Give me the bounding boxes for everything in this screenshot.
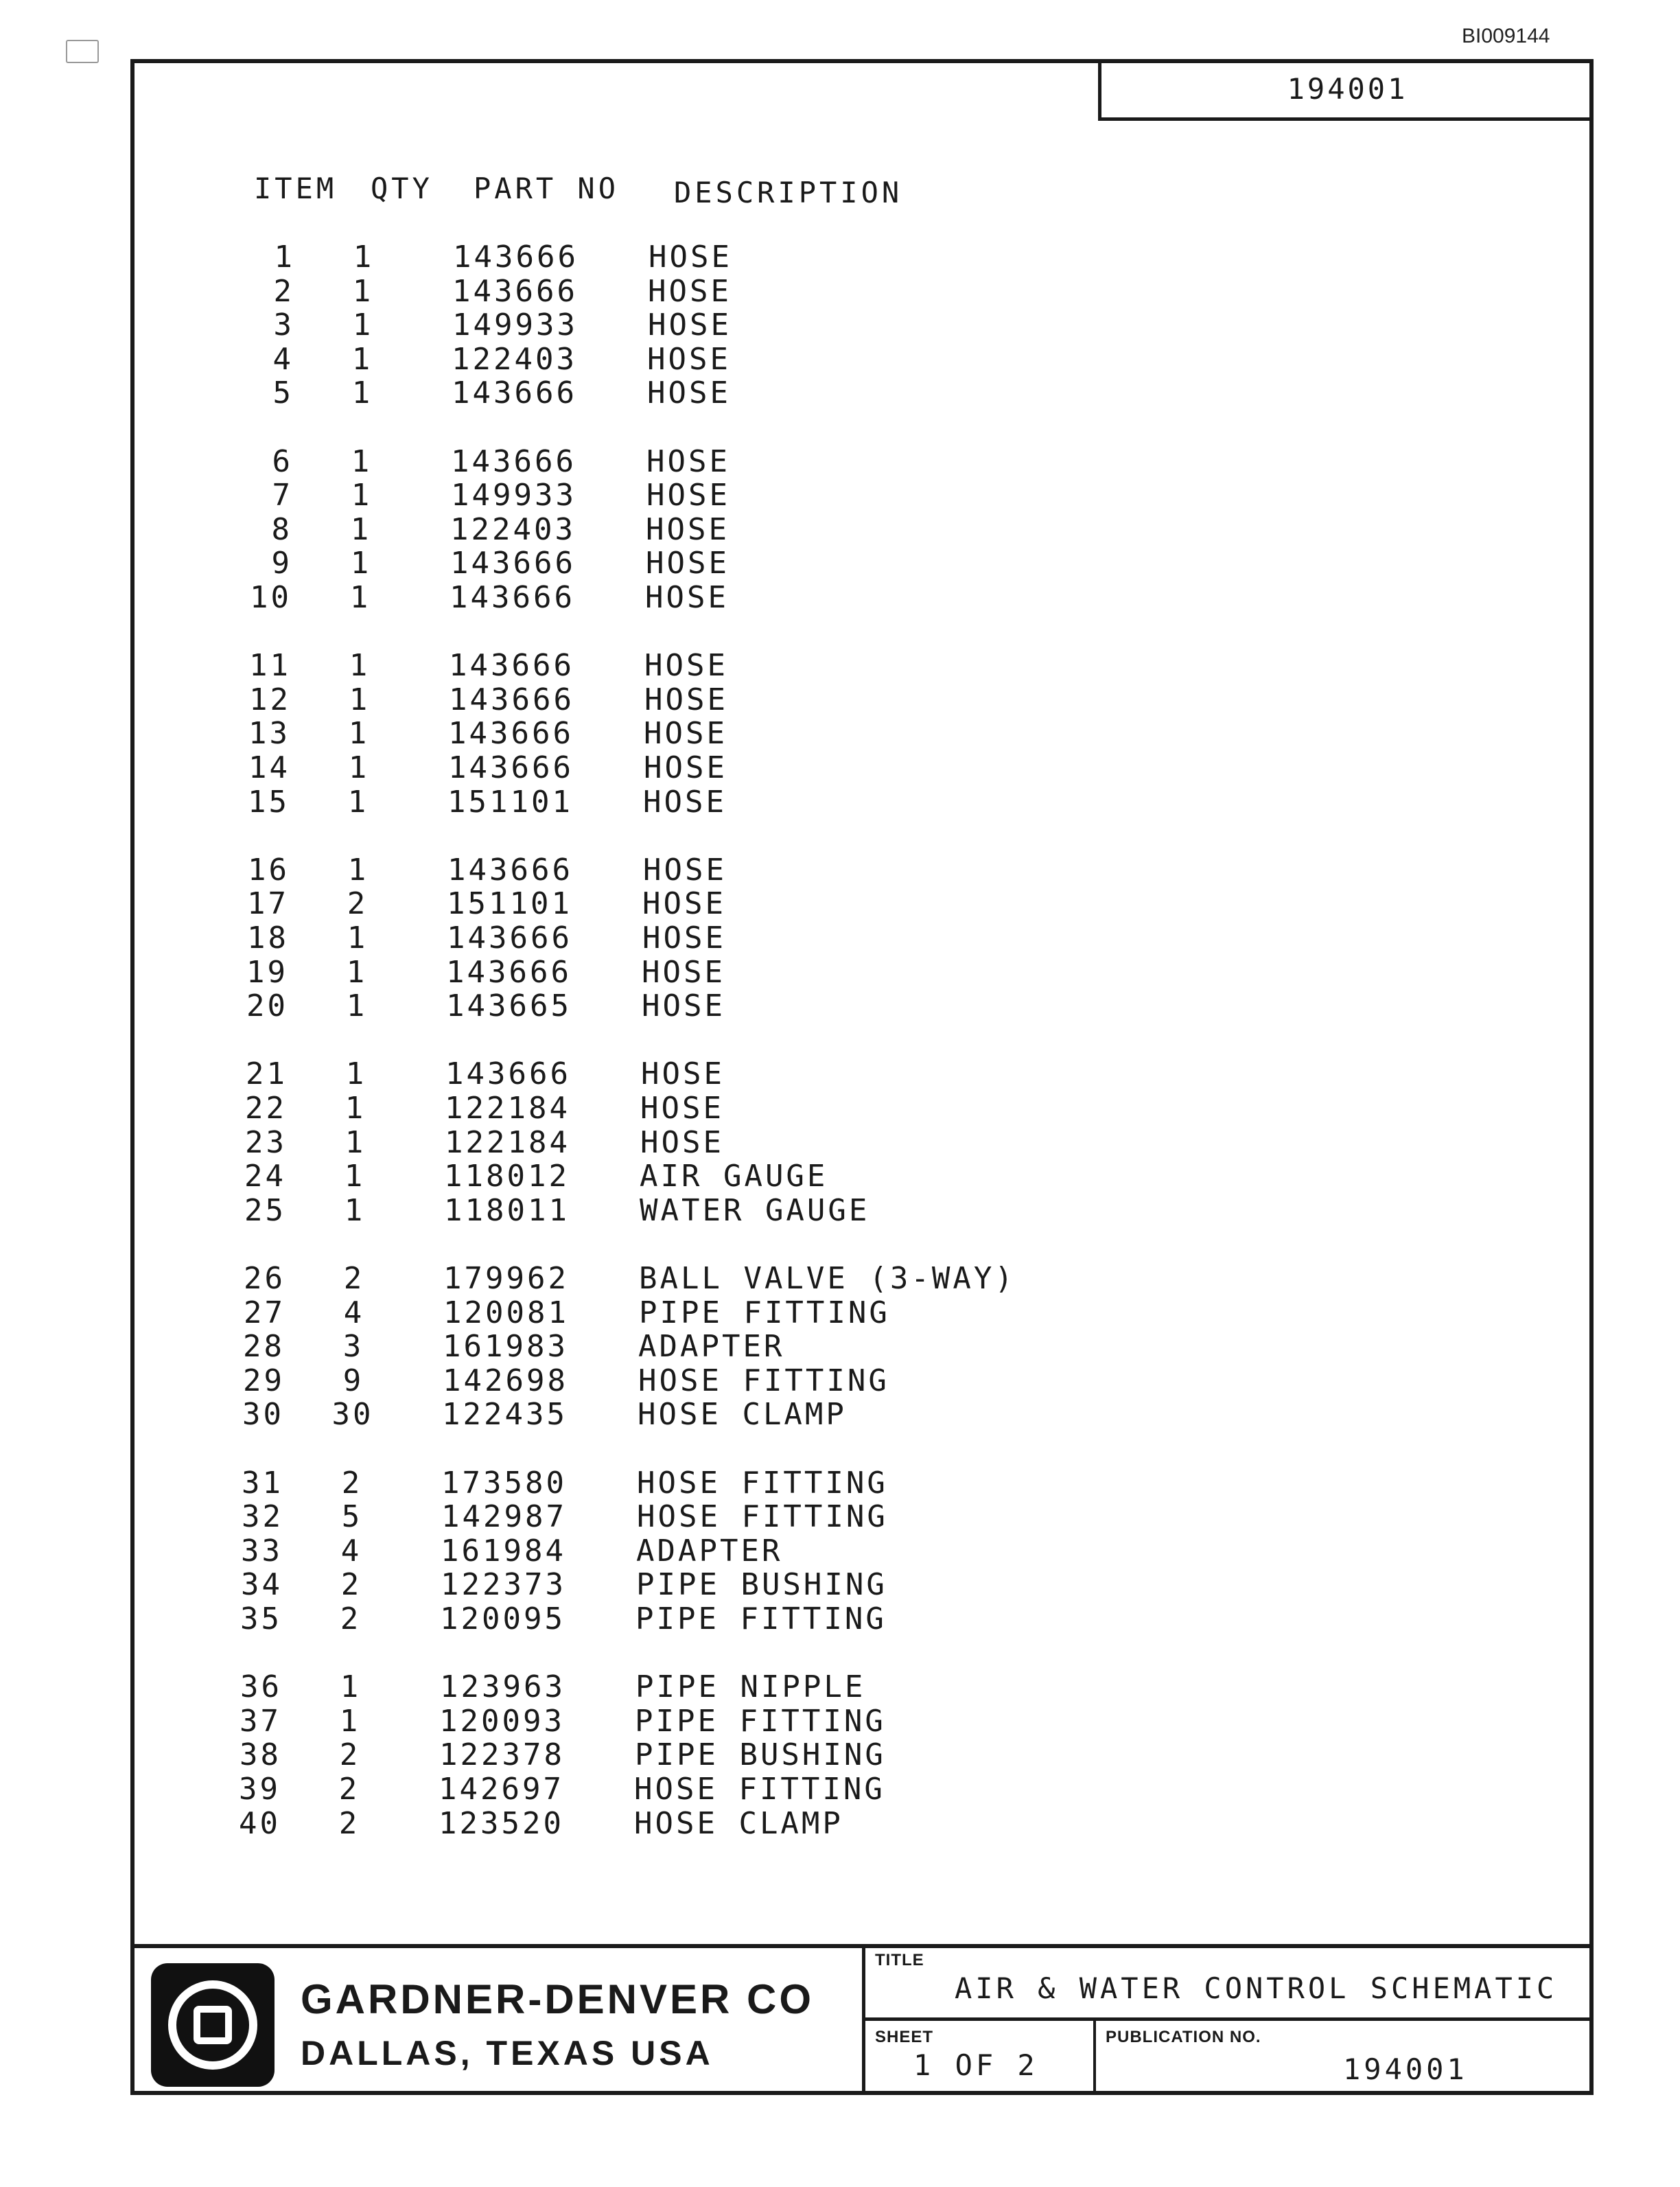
quantity: 1 bbox=[349, 682, 371, 717]
part-number: 161984 bbox=[441, 1533, 566, 1569]
part-number: 123520 bbox=[439, 1805, 564, 1841]
part-number: 143666 bbox=[450, 580, 575, 615]
part-number: 179962 bbox=[443, 1261, 569, 1296]
item-number: 8 bbox=[271, 511, 292, 547]
item-number: 10 bbox=[250, 580, 292, 615]
quantity: 1 bbox=[345, 1056, 367, 1092]
item-number: 15 bbox=[248, 784, 290, 820]
item-number: 28 bbox=[243, 1329, 285, 1365]
part-number: 173580 bbox=[441, 1465, 567, 1501]
quantity: 1 bbox=[350, 546, 372, 581]
description: PIPE BUSHING bbox=[636, 1567, 887, 1603]
description: HOSE bbox=[644, 648, 728, 684]
quantity: 2 bbox=[340, 1601, 362, 1636]
quantity: 1 bbox=[348, 750, 370, 785]
item-number: 6 bbox=[272, 443, 293, 479]
quantity: 1 bbox=[351, 341, 373, 377]
quantity: 1 bbox=[345, 1124, 366, 1160]
quantity: 1 bbox=[351, 375, 373, 411]
description: HOSE bbox=[647, 375, 731, 411]
sheet-label: SHEET bbox=[875, 2028, 934, 2046]
quantity: 1 bbox=[346, 988, 368, 1024]
description: HOSE bbox=[645, 580, 729, 615]
title-cell bbox=[865, 1944, 1594, 2021]
publication-label: PUBLICATION NO. bbox=[1106, 2028, 1261, 2046]
part-number: 151101 bbox=[447, 784, 573, 820]
description: AIR GAUGE bbox=[640, 1159, 828, 1194]
part-number: 143666 bbox=[452, 273, 578, 309]
sheet-cell bbox=[865, 2021, 1096, 2095]
item-number: 34 bbox=[241, 1567, 283, 1603]
item-number: 21 bbox=[246, 1056, 288, 1092]
part-number: 122378 bbox=[439, 1737, 565, 1773]
quantity: 1 bbox=[351, 443, 373, 479]
part-number: 122184 bbox=[445, 1124, 570, 1160]
description: HOSE bbox=[648, 308, 732, 343]
part-number: 123963 bbox=[440, 1669, 565, 1705]
description: PIPE BUSHING bbox=[635, 1737, 886, 1773]
company-name: GARDNER-DENVER CO bbox=[301, 1976, 815, 2022]
item-number: 22 bbox=[245, 1091, 287, 1126]
description: HOSE CLAMP bbox=[634, 1805, 843, 1841]
quantity: 2 bbox=[347, 886, 369, 922]
part-number: 142697 bbox=[439, 1772, 564, 1807]
part-number: 143666 bbox=[449, 648, 574, 684]
quantity: 3 bbox=[342, 1329, 364, 1365]
item-number: 9 bbox=[271, 546, 292, 581]
description: HOSE bbox=[647, 341, 731, 377]
item-number: 3 bbox=[273, 308, 294, 343]
quantity: 1 bbox=[347, 921, 369, 956]
part-number: 149933 bbox=[451, 478, 576, 513]
title-block bbox=[130, 1944, 1594, 2095]
description: HOSE bbox=[646, 511, 730, 547]
item-number: 14 bbox=[248, 750, 290, 785]
part-number: 149933 bbox=[452, 308, 578, 343]
description: HOSE bbox=[646, 478, 730, 513]
description: HOSE FITTING bbox=[634, 1772, 885, 1807]
part-number: 120095 bbox=[440, 1601, 565, 1636]
quantity: 4 bbox=[343, 1295, 365, 1330]
quantity: 2 bbox=[338, 1805, 360, 1841]
item-number: 27 bbox=[244, 1295, 285, 1330]
part-number: 143666 bbox=[448, 716, 574, 752]
part-number: 151101 bbox=[447, 886, 572, 922]
part-number: 161983 bbox=[443, 1329, 568, 1365]
column-header-part-no: PART NO bbox=[474, 172, 620, 205]
quantity: 2 bbox=[340, 1567, 362, 1603]
item-number: 40 bbox=[239, 1805, 281, 1841]
description: HOSE bbox=[644, 682, 728, 717]
quantity: 1 bbox=[347, 852, 369, 888]
quantity: 5 bbox=[341, 1499, 363, 1535]
description: BALL VALVE (3-WAY) bbox=[639, 1261, 1016, 1296]
item-number: 32 bbox=[242, 1499, 283, 1535]
part-number: 122403 bbox=[452, 341, 577, 377]
description: HOSE bbox=[640, 1124, 724, 1160]
description: HOSE bbox=[642, 954, 725, 990]
item-number: 2 bbox=[273, 273, 294, 309]
column-header-qty: QTY bbox=[371, 172, 433, 205]
item-number: 16 bbox=[248, 852, 290, 888]
scan-corner-mark bbox=[66, 40, 99, 63]
part-number: 118012 bbox=[444, 1159, 570, 1194]
part-number: 143666 bbox=[447, 852, 573, 888]
item-number: 12 bbox=[249, 682, 291, 717]
part-number: 143666 bbox=[447, 921, 572, 956]
item-number: 23 bbox=[245, 1124, 287, 1160]
column-header-item: ITEM bbox=[254, 172, 338, 205]
title-info bbox=[862, 1944, 1594, 2095]
item-number: 29 bbox=[243, 1363, 285, 1398]
description: HOSE bbox=[648, 273, 732, 309]
item-number: 38 bbox=[240, 1737, 281, 1773]
item-number: 36 bbox=[240, 1669, 282, 1705]
quantity: 1 bbox=[350, 511, 372, 547]
quantity: 9 bbox=[342, 1363, 364, 1398]
part-number: 120093 bbox=[439, 1703, 565, 1739]
quantity: 2 bbox=[338, 1772, 360, 1807]
part-number: 142698 bbox=[443, 1363, 568, 1398]
column-header-description: DESCRIPTION bbox=[674, 176, 903, 209]
description: PIPE FITTING bbox=[639, 1295, 890, 1330]
part-number: 143665 bbox=[446, 988, 572, 1024]
part-number: 143666 bbox=[451, 443, 576, 479]
item-number: 25 bbox=[244, 1192, 286, 1228]
description: HOSE bbox=[641, 1056, 725, 1092]
item-number: 37 bbox=[240, 1703, 281, 1739]
quantity: 1 bbox=[351, 478, 373, 513]
description: HOSE bbox=[649, 240, 732, 275]
item-number: 5 bbox=[272, 375, 294, 411]
description: HOSE bbox=[642, 921, 726, 956]
part-number: 143666 bbox=[452, 375, 577, 411]
part-number: 143666 bbox=[449, 682, 574, 717]
part-number: 143666 bbox=[450, 546, 576, 581]
description: PIPE NIPPLE bbox=[635, 1669, 866, 1705]
item-number: 17 bbox=[247, 886, 289, 922]
item-number: 35 bbox=[240, 1601, 282, 1636]
description: HOSE bbox=[642, 988, 725, 1024]
description: HOSE bbox=[644, 716, 727, 752]
item-number: 19 bbox=[246, 954, 288, 990]
quantity: 1 bbox=[344, 1192, 366, 1228]
part-number: 143666 bbox=[446, 954, 572, 990]
quantity: 1 bbox=[346, 954, 368, 990]
description: HOSE bbox=[643, 784, 727, 820]
description: HOSE FITTING bbox=[637, 1465, 888, 1501]
item-number: 13 bbox=[248, 716, 290, 752]
quantity: 1 bbox=[347, 784, 369, 820]
item-number: 18 bbox=[247, 921, 289, 956]
description: ADAPTER bbox=[636, 1533, 783, 1569]
document-id: BI009144 bbox=[1462, 25, 1550, 47]
description: HOSE bbox=[643, 852, 727, 888]
description: HOSE bbox=[640, 1091, 724, 1126]
description: HOSE bbox=[642, 886, 726, 922]
description: HOSE FITTING bbox=[637, 1499, 888, 1535]
description: HOSE FITTING bbox=[638, 1363, 889, 1398]
quantity: 30 bbox=[331, 1397, 374, 1433]
publication-number: 194001 bbox=[1343, 2052, 1468, 2086]
company-location: DALLAS, TEXAS USA bbox=[301, 2034, 714, 2072]
part-number: 142987 bbox=[441, 1499, 567, 1535]
item-number: 11 bbox=[249, 648, 291, 684]
item-number: 39 bbox=[239, 1772, 281, 1807]
description: HOSE CLAMP bbox=[638, 1397, 847, 1433]
sheet-number: 1 OF 2 bbox=[913, 2048, 1038, 2082]
quantity: 4 bbox=[340, 1533, 362, 1569]
item-number: 26 bbox=[244, 1261, 285, 1296]
quantity: 1 bbox=[345, 1091, 366, 1126]
item-number: 4 bbox=[272, 341, 294, 377]
description: HOSE bbox=[646, 546, 730, 581]
quantity: 2 bbox=[343, 1261, 365, 1296]
quantity: 2 bbox=[339, 1737, 361, 1773]
part-number: 122184 bbox=[445, 1091, 570, 1126]
publication-number-box bbox=[1098, 60, 1594, 121]
part-number: 122403 bbox=[450, 511, 576, 547]
quantity: 1 bbox=[353, 240, 375, 275]
quantity: 1 bbox=[352, 308, 374, 343]
part-number: 118011 bbox=[444, 1192, 570, 1228]
item-number: 31 bbox=[242, 1465, 283, 1501]
item-number: 7 bbox=[272, 478, 293, 513]
title-label: TITLE bbox=[875, 1951, 924, 1969]
part-number: 120081 bbox=[443, 1295, 569, 1330]
quantity: 1 bbox=[339, 1703, 361, 1739]
part-number: 143666 bbox=[448, 750, 574, 785]
description: HOSE bbox=[644, 750, 727, 785]
item-number: 30 bbox=[242, 1397, 284, 1433]
quantity: 2 bbox=[341, 1465, 363, 1501]
description: WATER GAUGE bbox=[640, 1192, 870, 1228]
item-number: 1 bbox=[274, 240, 295, 275]
quantity: 1 bbox=[349, 580, 371, 615]
publication-number-top: 194001 bbox=[1287, 72, 1408, 106]
quantity: 1 bbox=[344, 1159, 366, 1194]
description: ADAPTER bbox=[638, 1329, 785, 1365]
item-number: 24 bbox=[244, 1159, 286, 1194]
part-number: 122373 bbox=[441, 1567, 566, 1603]
description: HOSE bbox=[646, 443, 730, 479]
quantity: 1 bbox=[348, 716, 370, 752]
description: PIPE FITTING bbox=[635, 1601, 887, 1636]
quantity: 1 bbox=[349, 648, 371, 684]
description: PIPE FITTING bbox=[635, 1703, 886, 1739]
part-number: 143666 bbox=[445, 1056, 571, 1092]
part-number: 143666 bbox=[453, 240, 579, 275]
drawing-title: AIR & WATER CONTROL SCHEMATIC bbox=[955, 1971, 1558, 2005]
item-number: 20 bbox=[246, 988, 288, 1024]
part-number: 122435 bbox=[442, 1397, 568, 1433]
quantity: 1 bbox=[340, 1669, 362, 1705]
quantity: 1 bbox=[352, 273, 374, 309]
publication-cell bbox=[1096, 2021, 1597, 2095]
gardner-denver-logo-icon bbox=[151, 1963, 275, 2087]
item-number: 33 bbox=[241, 1533, 283, 1569]
